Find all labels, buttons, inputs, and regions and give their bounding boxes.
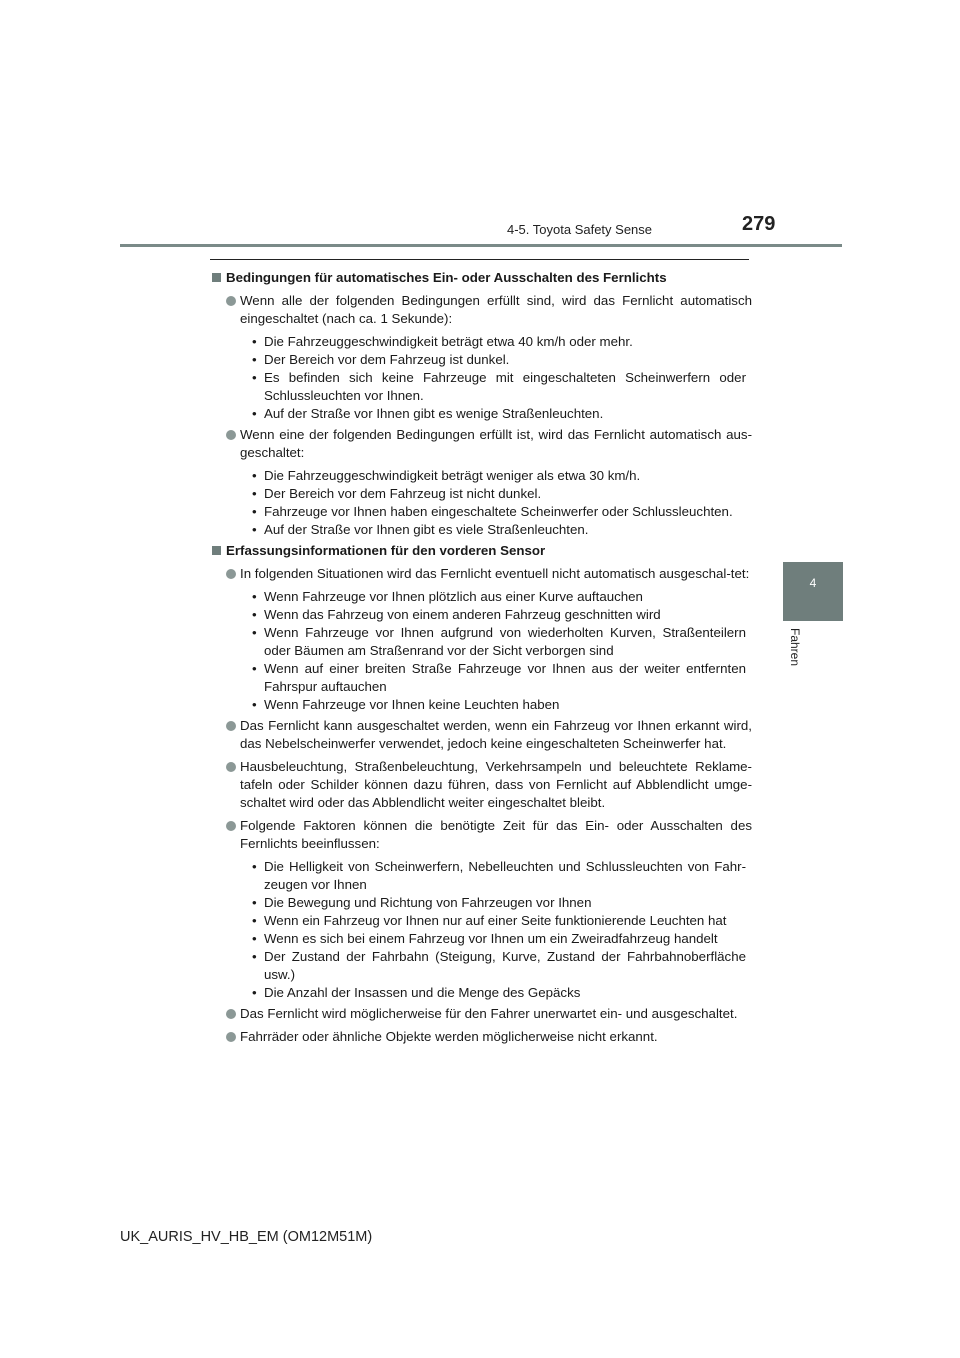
sub-bullet-item: • Wenn Fahrzeuge vor Ihnen keine Leuchten haben bbox=[252, 696, 746, 714]
point-paragraph: Hausbeleuchtung, Straßenbeleuchtung, Verkehrsampeln und beleuchtete Reklame-tafeln oder Schilder können dazu führen, dass von Fernlicht auf Abblendlicht umge-schaltet wird oder das Abblendlicht weiter eingeschaltet bleibt. bbox=[212, 758, 752, 812]
sub-bullet-list bbox=[212, 858, 746, 1002]
sub-bullet-item: • Die Bewegung und Richtung von Fahrzeugen vor Ihnen bbox=[252, 894, 746, 912]
point-paragraph: In folgenden Situationen wird das Fernlicht eventuell nicht automatisch ausgeschal-tet: bbox=[212, 565, 752, 583]
point-paragraph: Das Fernlicht wird möglicherweise für den Fahrer unerwartet ein- und ausgeschaltet. bbox=[212, 1005, 752, 1023]
point-paragraph: Wenn eine der folgenden Bedingungen erfüllt ist, wird das Fernlicht automatisch aus-geschaltet: bbox=[212, 426, 752, 462]
sub-bullet-item: • Der Zustand der Fahrbahn (Steigung, Kurve, Zustand der Fahrbahnoberfläche usw.) bbox=[252, 948, 746, 984]
point-paragraph: Folgende Faktoren können die benötigte Zeit für das Ein- oder Ausschalten des Fernlichts beeinflussen: bbox=[212, 817, 752, 853]
sub-bullet-item: • Wenn ein Fahrzeug vor Ihnen nur auf einer Seite funktionierende Leuchten hat bbox=[252, 912, 746, 930]
sub-bullet-item: • Wenn Fahrzeuge vor Ihnen plötzlich aus einer Kurve auftauchen bbox=[252, 588, 746, 606]
section-heading: Erfassungsinformationen für den vorderen Sensor bbox=[212, 542, 752, 560]
sub-bullet-item: • Die Fahrzeuggeschwindigkeit beträgt weniger als etwa 30 km/h. bbox=[252, 467, 746, 485]
sub-bullet-item: • Wenn auf einer breiten Straße Fahrzeuge vor Ihnen aus der weiter entfernten Fahrspur auftauchen bbox=[252, 660, 746, 696]
header-section-title: 4-5. Toyota Safety Sense bbox=[507, 222, 653, 237]
sub-bullet-item: • Die Helligkeit von Scheinwerfern, Nebelleuchten und Schlussleuchten von Fahr-zeugen vor Ihnen bbox=[252, 858, 746, 894]
sub-bullet-item: • Wenn Fahrzeuge vor Ihnen aufgrund von wiederholten Kurven, Straßenteilern oder Bäumen am Straßenrand vor der Sicht verborgen sind bbox=[252, 624, 746, 660]
point-paragraph: Wenn alle der folgenden Bedingungen erfüllt sind, wird das Fernlicht automatisch eingeschaltet (nach ca. 1 Sekunde): bbox=[212, 292, 752, 328]
chapter-tab bbox=[783, 562, 843, 621]
content-body bbox=[212, 266, 752, 1051]
sub-bullet-item: • Es befinden sich keine Fahrzeuge mit eingeschalteten Scheinwerfern oder Schlussleuchten vor Ihnen. bbox=[252, 369, 746, 405]
sub-bullet-list bbox=[212, 333, 746, 423]
sub-bullet-item: • Der Bereich vor dem Fahrzeug ist nicht dunkel. bbox=[252, 485, 746, 503]
page-number: 279 bbox=[742, 213, 776, 235]
content-divider bbox=[210, 259, 749, 260]
sub-bullet-item: • Wenn es sich bei einem Fahrzeug vor Ihnen um ein Zweiradfahrzeug handelt bbox=[252, 930, 746, 948]
chapter-number: 4 bbox=[809, 576, 817, 590]
sub-bullet-list bbox=[212, 467, 746, 539]
sub-bullet-item: • Die Anzahl der Insassen und die Menge des Gepäcks bbox=[252, 984, 746, 1002]
sub-bullet-item: • Wenn das Fahrzeug von einem anderen Fahrzeug geschnitten wird bbox=[252, 606, 746, 624]
sub-bullet-list bbox=[212, 588, 746, 714]
sub-bullet-item: • Auf der Straße vor Ihnen gibt es wenige Straßenleuchten. bbox=[252, 405, 746, 423]
sub-bullet-item: • Fahrzeuge vor Ihnen haben eingeschaltete Scheinwerfer oder Schlussleuchten. bbox=[252, 503, 746, 521]
sub-bullet-item: • Auf der Straße vor Ihnen gibt es viele Straßenleuchten. bbox=[252, 521, 746, 539]
sub-bullet-item: • Der Bereich vor dem Fahrzeug ist dunkel. bbox=[252, 351, 746, 369]
point-paragraph: Fahrräder oder ähnliche Objekte werden möglicherweise nicht erkannt. bbox=[212, 1028, 752, 1046]
point-paragraph: Das Fernlicht kann ausgeschaltet werden, wenn ein Fahrzeug vor Ihnen erkannt wird, das Nebelscheinwerfer verwendet, jedoch keine eingeschalteten Scheinwerfer hat. bbox=[212, 717, 752, 753]
sub-bullet-item: • Die Fahrzeuggeschwindigkeit beträgt etwa 40 km/h oder mehr. bbox=[252, 333, 746, 351]
section-heading: Bedingungen für automatisches Ein- oder Ausschalten des Fernlichts bbox=[212, 269, 752, 287]
document-id: UK_AURIS_HV_HB_EM (OM12M51M) bbox=[120, 1229, 373, 1245]
chapter-label: Fahren bbox=[788, 628, 802, 667]
header-divider bbox=[120, 244, 842, 247]
